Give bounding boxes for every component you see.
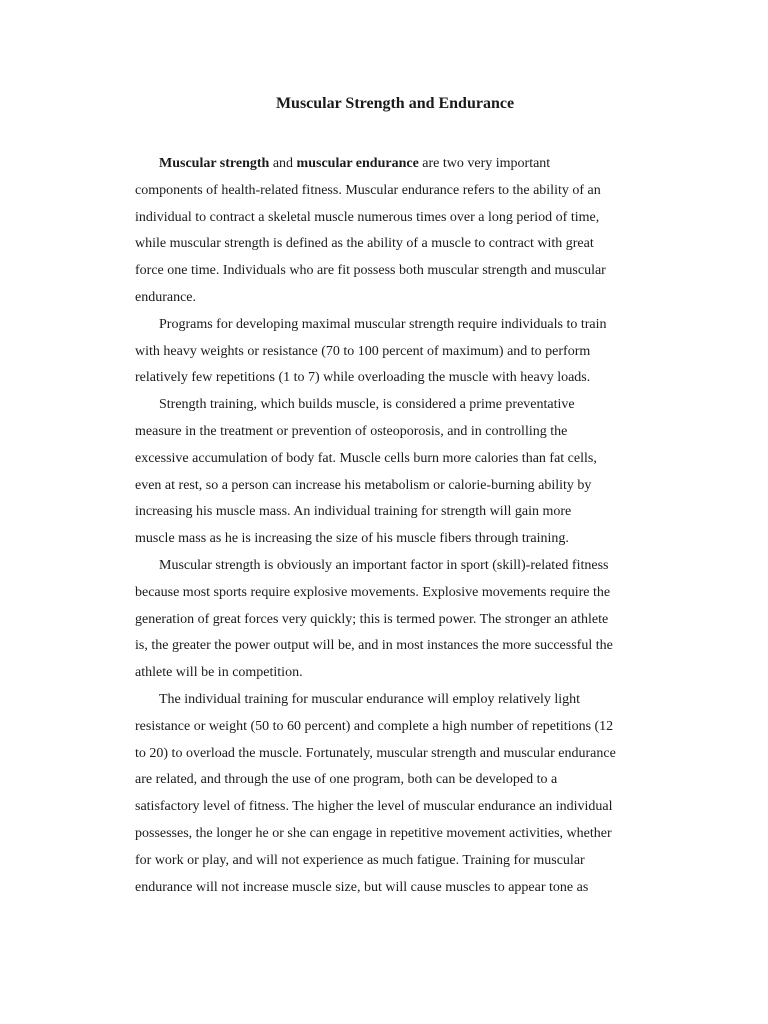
text-line: is, the greater the power output will be, and in most instances the more successful the — [135, 638, 613, 654]
text-line: are related, and through the use of one program, both can be developed to a — [135, 772, 558, 788]
text-line: endurance. — [135, 289, 197, 305]
text-line: possesses, the longer he or she can engage in repetitive movement activities, whether — [135, 825, 612, 841]
text-line: endurance will not increase muscle size, but will cause muscles to appear tone as — [135, 879, 589, 895]
text-line: while muscular strength is defined as the ability of a muscle to contract with great — [135, 236, 594, 252]
text-line: components of health-related fitness. Muscular endurance refers to the ability of an — [135, 182, 601, 198]
intro-rest: are two very important — [418, 156, 551, 171]
text-line: individual to contract a skeletal muscle numerous times over a long period of time, — [135, 209, 600, 225]
paragraph-start-line: Muscular strength is obviously an important factor in sport (skill)-related fitness — [159, 557, 609, 573]
paragraph-start-line: Strength training, which builds muscle, is considered a prime preventative — [159, 397, 575, 413]
paragraph-start-line: Programs for developing maximal muscular strength require individuals to train — [159, 316, 607, 332]
text-line: because most sports require explosive movements. Explosive movements require the — [135, 584, 611, 600]
text-line: force one time. Individuals who are fit possess both muscular strength and muscular — [135, 263, 606, 279]
text-line: excessive accumulation of body fat. Muscle cells burn more calories than fat cells, — [135, 450, 597, 466]
text-line: measure in the treatment or prevention of osteoporosis, and in controlling the — [135, 423, 568, 439]
text-line: with heavy weights or resistance (70 to 100 percent of maximum) and to perform — [135, 343, 591, 359]
term-muscular-strength: Muscular strength — [159, 156, 270, 171]
text-line: muscle mass as he is increasing the size of his muscle fibers through training. — [135, 531, 569, 547]
text-line: for work or play, and will not experience as much fatigue. Training for muscular — [135, 852, 585, 868]
document-title: Muscular Strength and Endurance — [275, 95, 515, 112]
text-line: generation of great forces very quickly; this is termed power. The stronger an athlete — [135, 611, 609, 627]
paragraph-start-line: The individual training for muscular endurance will employ relatively light — [159, 691, 581, 707]
text-line: athlete will be in competition. — [135, 665, 303, 681]
text-line: relatively few repetitions (1 to 7) while overloading the muscle with heavy loads. — [135, 370, 591, 386]
document-body — [135, 151, 635, 901]
text-line: satisfactory level of fitness. The higher the level of muscular endurance an individual — [135, 799, 613, 815]
term-muscular-endurance: muscular endurance — [296, 156, 419, 171]
intro-line — [135, 151, 635, 178]
text-line: to 20) to overload the muscle. Fortunately, muscular strength and muscular endurance — [135, 745, 616, 761]
text-line: increasing his muscle mass. An individual training for strength will gain more — [135, 504, 572, 520]
text-line: resistance or weight (50 to 60 percent) and complete a high number of repetitions (12 — [135, 718, 614, 734]
text-line: even at rest, so a person can increase his metabolism or calorie-burning ability by — [135, 477, 592, 493]
intro-conjunction: and — [269, 156, 297, 171]
